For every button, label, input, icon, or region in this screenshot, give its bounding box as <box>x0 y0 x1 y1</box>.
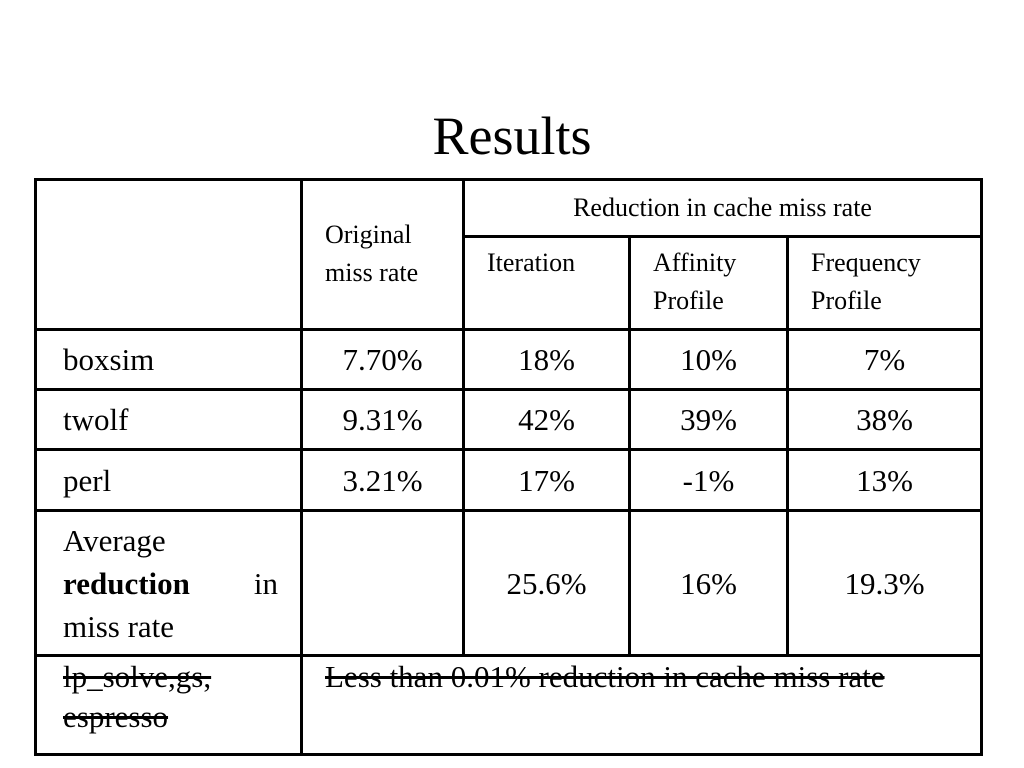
average-label <box>36 510 302 656</box>
average-original <box>302 510 464 656</box>
cell-iteration: 42% <box>464 390 630 450</box>
average-iteration: 25.6% <box>464 510 630 656</box>
average-label-post: miss rate <box>63 608 175 644</box>
cell-frequency: 13% <box>788 450 982 510</box>
average-frequency: 19.3% <box>788 510 982 656</box>
average-label-pre: Average <box>63 522 166 558</box>
struck-row <box>36 656 982 755</box>
cell-affinity: 39% <box>630 390 788 450</box>
row-label: perl <box>36 450 302 510</box>
cell-original: 3.21% <box>302 450 464 510</box>
average-affinity: 16% <box>630 510 788 656</box>
cell-original: 7.70% <box>302 329 464 389</box>
cell-iteration: 17% <box>464 450 630 510</box>
row-label: twolf <box>36 390 302 450</box>
results-table <box>34 178 983 756</box>
slide-title: Results <box>432 106 592 166</box>
average-label-in: in <box>253 565 278 601</box>
header-reduction-group: Reduction in cache miss rate <box>464 180 982 237</box>
header-empty-cell <box>36 180 302 330</box>
row-label: boxsim <box>36 329 302 389</box>
cell-frequency: 38% <box>788 390 982 450</box>
header-original-miss-rate: Original miss rate <box>302 180 464 330</box>
table-row <box>36 390 982 450</box>
cell-original: 9.31% <box>302 390 464 450</box>
table-row <box>36 329 982 389</box>
header-iteration: Iteration <box>464 237 630 329</box>
cell-iteration: 18% <box>464 329 630 389</box>
header-frequency-profile: Frequency Profile <box>788 237 982 329</box>
cell-affinity: -1% <box>630 450 788 510</box>
struck-benchmarks-label: lp_solve,gs, espresso <box>36 656 302 755</box>
header-row-1 <box>36 180 982 237</box>
average-label-bold: reduction <box>63 565 190 601</box>
average-row <box>36 510 982 656</box>
cell-affinity: 10% <box>630 329 788 389</box>
header-affinity-profile: Affinity Profile <box>630 237 788 329</box>
cell-frequency: 7% <box>788 329 982 389</box>
struck-note: Less than 0.01% reduction in cache miss rate <box>302 656 982 755</box>
table-row <box>36 450 982 510</box>
